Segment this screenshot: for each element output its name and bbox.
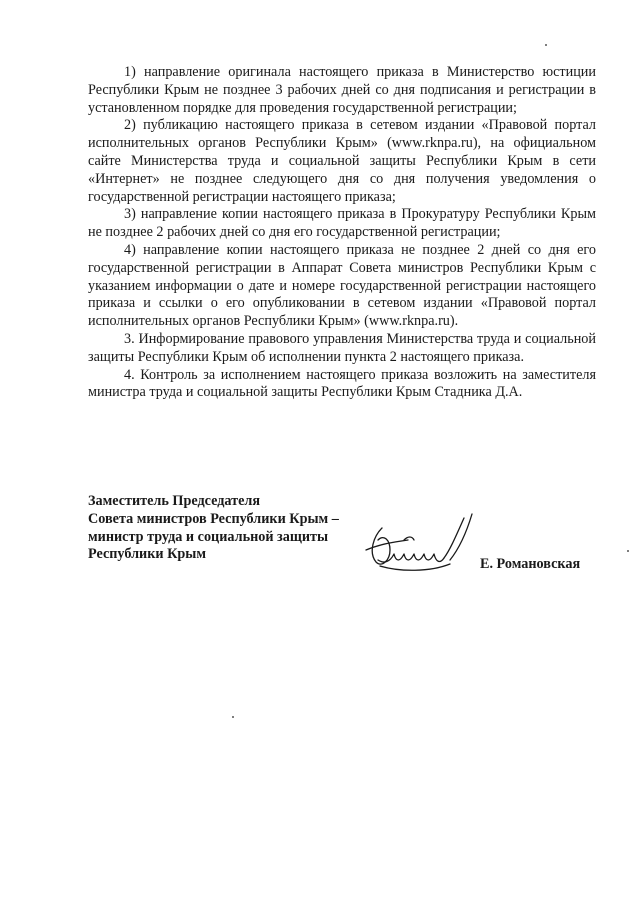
paragraph-2: 2) публикацию настоящего приказа в сетевом издании «Правовой портал исполнительных органов Республики Крым» (www.rknpa.ru), на официальном сайте Министерства труда и социальной защиты Республики Крым в сети «Интернет» не позднее следующего дня со дня получения уведомления о государственной регистрации настоящего приказа; — [88, 117, 596, 205]
paragraph-5: 3. Информирование правового управления Министерства труда и социальной защиты Республики Крым об исполнении пункта 2 настоящего приказа. — [88, 330, 596, 365]
signatory-name: Е. Романовская — [480, 556, 581, 572]
paragraph-4: 4) направление копии настоящего приказа не позднее 2 дней со дня его государственной регистрации в Аппарат Совета министров Республики Крым с указанием информации о дате и номере государственной регистрации настоящего приказа и ссылки о его опубликовании в сетевом издании «Правовой портал исполнительных органов Республики Крым» (www.rknpa.ru). — [88, 241, 596, 330]
signatory-line-3: министр труда и социальной защиты — [88, 528, 329, 545]
signatory-line-2: Совета министров Республики Крым – — [88, 510, 339, 527]
signatory-line-1: Заместитель Председателя — [88, 493, 261, 509]
paragraph-3: 3) направление копии настоящего приказа в Прокуратуру Республики Крым не позднее 2 рабочих дней со дня его государственной регистрации; — [88, 206, 596, 241]
handwritten-signature — [360, 510, 490, 582]
signatory-title — [88, 493, 388, 564]
paragraph-1: 1) направление оригинала настоящего приказа в Министерство юстиции Республики Крым не позднее 3 рабочих дней со дня подписания и регистрации в установленном порядке для проведения государственной регистрации; — [88, 64, 596, 116]
signatory-line-4: Республики Крым — [88, 546, 207, 563]
scan-speck — [627, 550, 629, 552]
scan-speck — [232, 716, 234, 718]
order-body — [88, 64, 596, 402]
scan-speck — [545, 44, 547, 46]
paragraph-6: 4. Контроль за исполнением настоящего приказа возложить на заместителя министра труда и социальной защиты Республики Крым Стадника Д.А. — [88, 366, 596, 401]
